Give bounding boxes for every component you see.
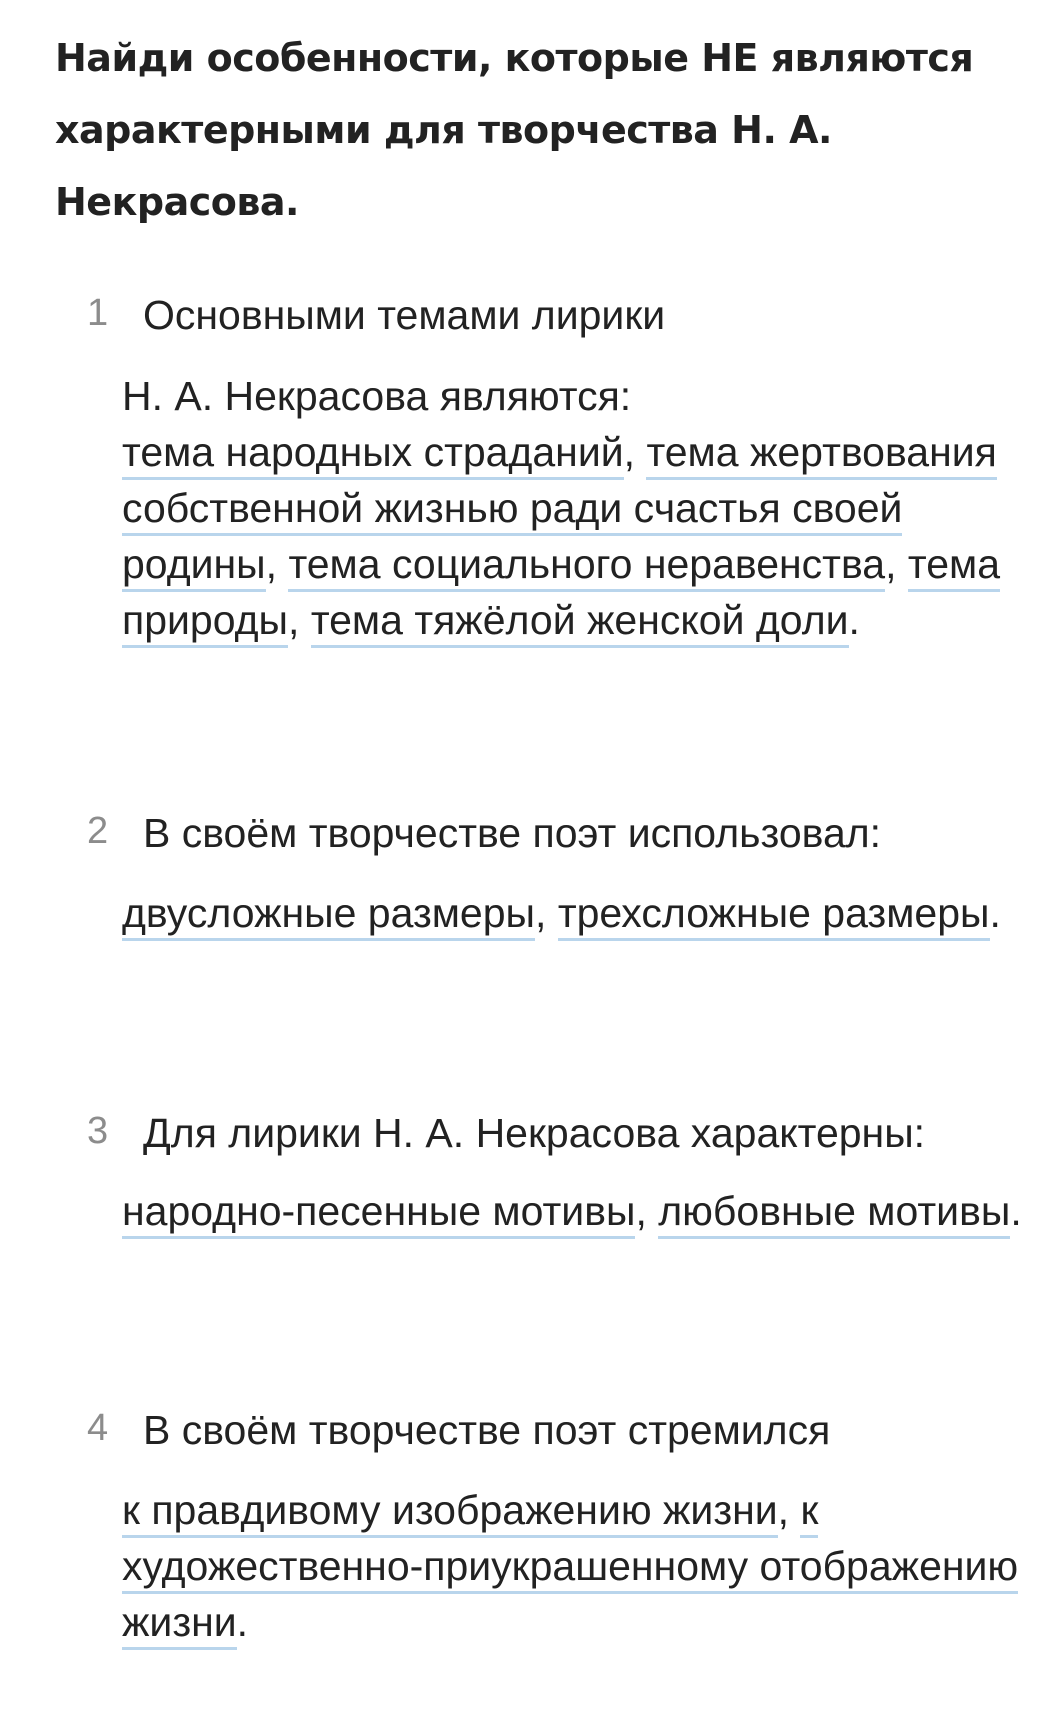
option-chip[interactable]: двусложные размеры <box>122 890 535 941</box>
end-mark: . <box>1010 1188 1022 1234</box>
separator: , <box>635 1188 659 1234</box>
separator: , <box>288 597 311 643</box>
question-text: Для лирики Н. А. Некрасова характерны: <box>143 1110 926 1156</box>
separator: , <box>535 890 558 936</box>
question-number: 2 <box>87 810 109 852</box>
answer-block <box>122 368 1022 648</box>
question-lead: Н. А. Некрасова являются: <box>122 373 632 419</box>
question-text: В своём творчестве поэт использовал: <box>143 810 882 856</box>
answer-block <box>122 1482 1022 1650</box>
separator: , <box>777 1487 801 1533</box>
option-chip[interactable]: трехсложные размеры <box>558 890 990 941</box>
task-container <box>55 0 1015 238</box>
option-chip[interactable]: к правдивому изображению жизни <box>122 1487 778 1538</box>
option-chip[interactable]: тема народных страданий <box>122 429 624 480</box>
option-chip[interactable]: тема социального неравенства <box>288 541 885 592</box>
task-title: Найди особенности, которые НЕ являются характерными для творчества Н. А. Некрасова. <box>55 36 974 224</box>
option-chip[interactable]: к художественно-приукрашенному отображению жизни <box>122 1487 1018 1650</box>
separator: , <box>265 541 289 587</box>
separator: , <box>885 541 908 587</box>
question-text: В своём творчестве поэт стремился <box>143 1407 831 1453</box>
option-chip[interactable]: тема тяжёлой женской доли <box>311 597 849 648</box>
end-mark: . <box>848 597 860 643</box>
question-number: 4 <box>87 1407 109 1449</box>
option-chip[interactable]: народно-песенные мотивы <box>122 1188 635 1239</box>
option-chip[interactable]: любовные мотивы <box>658 1188 1010 1239</box>
end-mark: . <box>236 1599 249 1645</box>
question-text: Основными темами лирики <box>143 292 666 338</box>
separator: , <box>623 429 647 475</box>
end-mark: . <box>989 890 1001 936</box>
question-number: 1 <box>87 292 109 334</box>
answer-block <box>122 1183 1022 1239</box>
answer-block <box>122 885 1022 941</box>
question-number: 3 <box>87 1110 109 1152</box>
option-chip[interactable]: тема жертвования собственной жизнью ради счастья своей родины <box>122 429 997 592</box>
option-chip[interactable]: тема природы <box>122 541 1000 648</box>
